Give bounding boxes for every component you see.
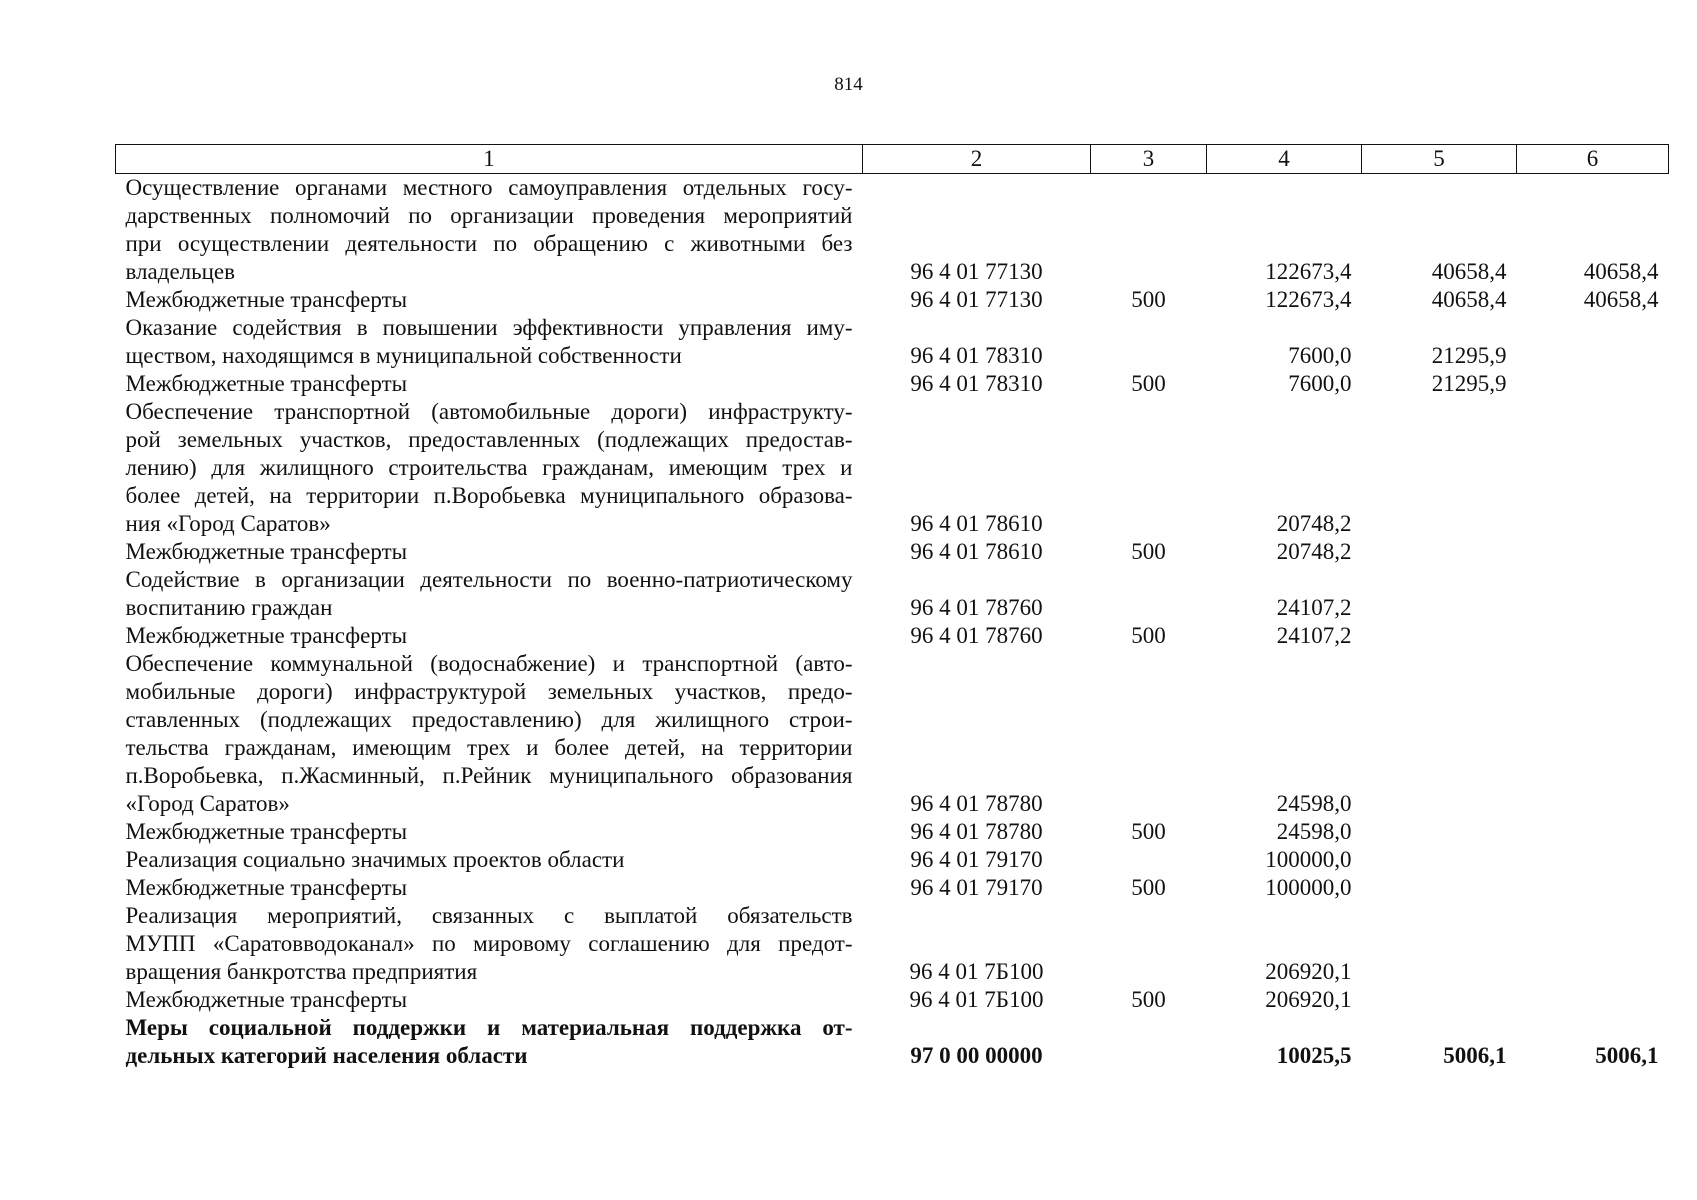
row-code: 96 4 01 78760 <box>910 595 1043 620</box>
row-value-4: 206920,1 <box>1265 959 1352 984</box>
row-value-4: 7600,0 <box>1288 371 1352 396</box>
row-value-6 <box>1517 902 1669 986</box>
row-name-line: Межбюджетные трансферты <box>125 539 408 564</box>
row-name <box>116 1014 863 1070</box>
table-row <box>116 538 1669 566</box>
row-value-5 <box>1362 622 1517 650</box>
row-value-4: 24107,2 <box>1276 623 1352 648</box>
row-value-4: 20748,2 <box>1276 511 1352 536</box>
row-name-line: Обеспечение транспортной (автомобильные дороги) инфраструкту- <box>125 399 853 424</box>
table-row <box>116 622 1669 650</box>
row-name-line: Межбюджетные трансферты <box>125 875 408 900</box>
row-expense-type <box>1091 314 1207 370</box>
row-name <box>116 650 863 818</box>
row-value-4: 7600,0 <box>1288 343 1352 368</box>
row-value-4: 122673,4 <box>1265 259 1352 284</box>
row-value-6 <box>1517 650 1669 818</box>
row-name-line: Обеспечение коммунальной (водоснабжение) и транспортной (авто- <box>125 651 853 676</box>
row-name-line: Межбюджетные трансферты <box>125 371 408 396</box>
row-name <box>116 818 863 846</box>
table-row <box>116 650 1669 818</box>
row-value-4: 206920,1 <box>1265 987 1352 1012</box>
row-name-line: ния «Город Саратов» <box>125 511 331 536</box>
row-name-line: Межбюджетные трансферты <box>125 287 408 312</box>
row-name-line: Осуществление органами местного самоуправления отдельных госу- <box>125 175 853 200</box>
row-value-6 <box>1517 986 1669 1014</box>
table-row <box>116 174 1669 287</box>
table-row <box>116 370 1669 398</box>
row-value-5 <box>1362 846 1517 874</box>
row-value-6: 5006,1 <box>1595 1043 1659 1068</box>
row-name-line: ществом, находящимся в муниципальной собственности <box>125 343 682 368</box>
table-row <box>116 398 1669 538</box>
row-value-5: 21295,9 <box>1431 371 1507 396</box>
table-row <box>116 314 1669 370</box>
table-header-row <box>116 145 1669 174</box>
row-value-5 <box>1362 538 1517 566</box>
column-header-3: 3 <box>1091 145 1207 174</box>
row-code: 96 4 01 7Б100 <box>909 987 1044 1012</box>
row-name-line: рой земельных участков, предоставленных (подлежащих предостав- <box>125 427 853 452</box>
row-code: 96 4 01 77130 <box>910 287 1043 312</box>
column-header-6: 6 <box>1517 145 1669 174</box>
table-row <box>116 874 1669 902</box>
row-value-6 <box>1517 818 1669 846</box>
row-name-line: Реализация социально значимых проектов области <box>125 847 625 872</box>
column-header-2: 2 <box>863 145 1091 174</box>
row-value-4: 24107,2 <box>1276 595 1352 620</box>
row-value-6 <box>1517 370 1669 398</box>
row-value-5 <box>1362 566 1517 622</box>
row-expense-type <box>1091 566 1207 622</box>
row-value-6: 40658,4 <box>1583 259 1659 284</box>
row-code: 96 4 01 79170 <box>910 847 1043 872</box>
row-code: 96 4 01 77130 <box>910 259 1043 284</box>
row-name <box>116 370 863 398</box>
row-value-6 <box>1517 622 1669 650</box>
row-value-4: 100000,0 <box>1265 847 1352 872</box>
row-expense-type: 500 <box>1131 287 1166 312</box>
row-value-5 <box>1362 874 1517 902</box>
table-row <box>116 1014 1669 1070</box>
row-expense-type <box>1091 902 1207 986</box>
table-row <box>116 818 1669 846</box>
row-name <box>116 986 863 1014</box>
row-name <box>116 286 863 314</box>
row-value-5: 21295,9 <box>1431 343 1507 368</box>
row-name-line: Меры социальной поддержки и материальная поддержка от- <box>125 1015 853 1040</box>
row-value-4: 24598,0 <box>1276 791 1352 816</box>
row-expense-type: 500 <box>1131 987 1166 1012</box>
row-name-line: лению) для жилищного строительства гражданам, имеющим трех и <box>125 455 853 480</box>
row-code: 96 4 01 78610 <box>910 511 1043 536</box>
table-body <box>116 174 1669 1071</box>
row-expense-type <box>1091 1014 1207 1070</box>
row-name-line: Межбюджетные трансферты <box>125 623 408 648</box>
budget-table <box>115 144 1669 1070</box>
row-code: 96 4 01 79170 <box>910 875 1043 900</box>
row-code: 96 4 01 78760 <box>910 623 1043 648</box>
row-name-line: ставленных (подлежащих предоставлению) для жилищного строи- <box>125 707 853 732</box>
row-value-4: 122673,4 <box>1265 287 1352 312</box>
row-value-6 <box>1517 538 1669 566</box>
row-name-line: дарственных полномочий по организации проведения мероприятий <box>125 203 853 228</box>
row-expense-type: 500 <box>1131 371 1166 396</box>
row-value-6 <box>1517 398 1669 538</box>
row-name-line: п.Воробьевка, п.Жасминный, п.Рейник муниципального образования <box>125 763 853 788</box>
row-value-6: 40658,4 <box>1583 287 1659 312</box>
row-expense-type: 500 <box>1131 819 1166 844</box>
row-code: 96 4 01 7Б100 <box>909 959 1044 984</box>
row-expense-type <box>1091 650 1207 818</box>
row-value-6 <box>1517 566 1669 622</box>
row-name-line: воспитанию граждан <box>125 595 333 620</box>
row-code: 96 4 01 78310 <box>910 371 1043 396</box>
table-row <box>116 986 1669 1014</box>
table-row <box>116 566 1669 622</box>
row-code: 96 4 01 78610 <box>910 539 1043 564</box>
row-code: 97 0 00 00000 <box>910 1043 1043 1068</box>
row-name <box>116 622 863 650</box>
page-number: 814 <box>834 74 863 95</box>
row-value-5 <box>1362 398 1517 538</box>
table-row <box>116 902 1669 986</box>
row-value-6 <box>1517 846 1669 874</box>
row-name-line: мобильные дороги) инфраструктурой земельных участков, предо- <box>125 679 853 704</box>
row-name-line: более детей, на территории п.Воробьевка муниципального образова- <box>125 483 853 508</box>
column-header-4: 4 <box>1207 145 1362 174</box>
row-name-line: Межбюджетные трансферты <box>125 987 408 1012</box>
row-value-6 <box>1517 874 1669 902</box>
column-header-1: 1 <box>116 145 863 174</box>
column-header-5: 5 <box>1362 145 1517 174</box>
row-name <box>116 398 863 538</box>
row-name <box>116 902 863 986</box>
row-expense-type <box>1091 846 1207 874</box>
row-name-line: вращения банкротства предприятия <box>125 959 478 984</box>
row-name-line: при осуществлении деятельности по обращению с животными без <box>125 231 853 256</box>
row-code: 96 4 01 78310 <box>910 343 1043 368</box>
row-expense-type: 500 <box>1131 539 1166 564</box>
row-expense-type: 500 <box>1131 875 1166 900</box>
row-name <box>116 874 863 902</box>
row-name-line: тельства гражданам, имеющим трех и более детей, на территории <box>125 735 853 760</box>
row-name-line: МУПП «Саратовводоканал» по мировому соглашению для предот- <box>125 931 853 956</box>
row-name <box>116 538 863 566</box>
row-value-5: 40658,4 <box>1431 259 1507 284</box>
row-name-line: «Город Саратов» <box>125 791 290 816</box>
row-code: 96 4 01 78780 <box>910 791 1043 816</box>
row-name-line: Содействие в организации деятельности по военно-патриотическому <box>125 567 853 592</box>
row-value-5 <box>1362 650 1517 818</box>
row-value-4: 100000,0 <box>1265 875 1352 900</box>
row-name <box>116 174 863 287</box>
row-value-4: 24598,0 <box>1276 819 1352 844</box>
row-value-4: 10025,5 <box>1276 1043 1352 1068</box>
row-expense-type: 500 <box>1131 623 1166 648</box>
row-expense-type <box>1091 398 1207 538</box>
row-code: 96 4 01 78780 <box>910 819 1043 844</box>
table-row <box>116 846 1669 874</box>
row-value-5: 5006,1 <box>1443 1043 1507 1068</box>
row-value-5 <box>1362 902 1517 986</box>
row-value-6 <box>1517 314 1669 370</box>
row-name <box>116 314 863 370</box>
row-expense-type <box>1091 174 1207 287</box>
table-row <box>116 286 1669 314</box>
row-name-line: Реализация мероприятий, связанных с выплатой обязательств <box>125 903 853 928</box>
row-name-line: владельцев <box>125 259 235 284</box>
row-name-line: Оказание содействия в повышении эффективности управления иму- <box>125 315 853 340</box>
row-name-line: Межбюджетные трансферты <box>125 819 408 844</box>
row-name-line: дельных категорий населения области <box>125 1043 528 1068</box>
row-name <box>116 846 863 874</box>
row-value-5 <box>1362 986 1517 1014</box>
row-value-5: 40658,4 <box>1431 287 1507 312</box>
row-name <box>116 566 863 622</box>
row-value-4: 20748,2 <box>1276 539 1352 564</box>
row-value-5 <box>1362 818 1517 846</box>
